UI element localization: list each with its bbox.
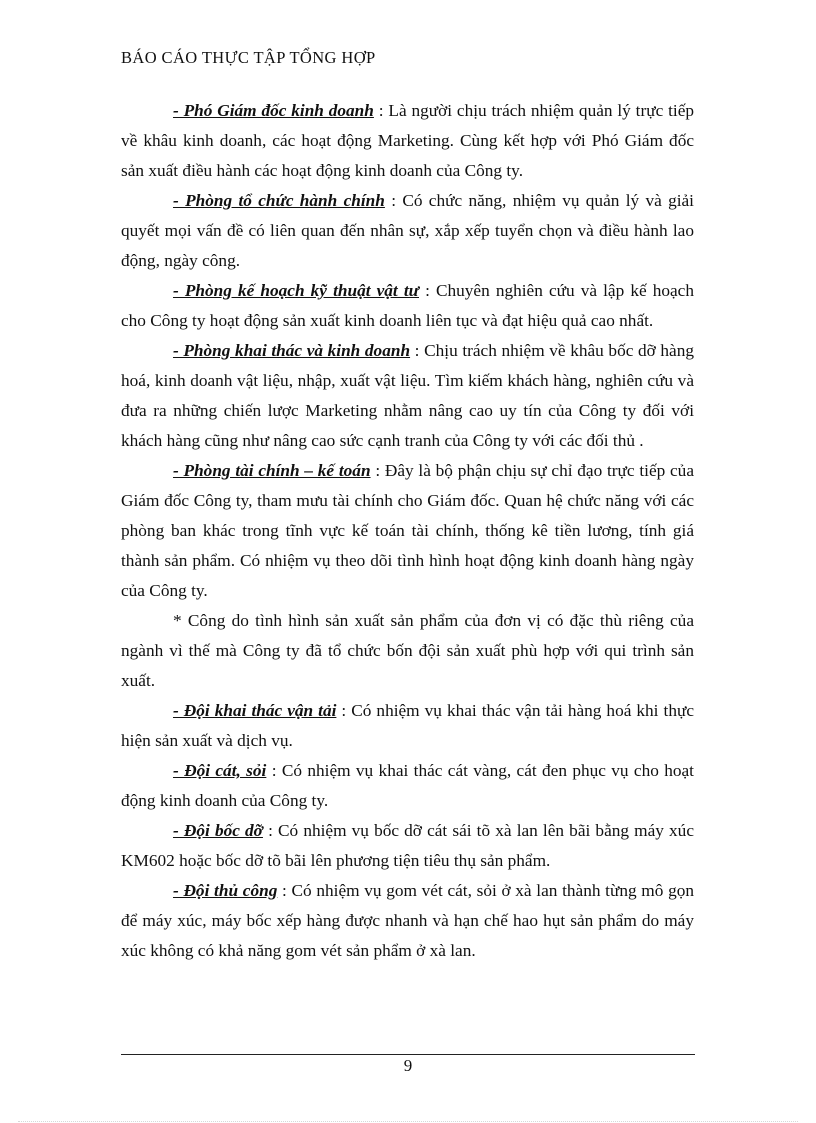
term-transport-team: - Đội khai thác vận tải bbox=[173, 701, 337, 720]
page-number: 9 bbox=[403, 1056, 413, 1075]
term-sand-gravel-team: - Đội cát, sỏi bbox=[173, 761, 267, 780]
paragraph-text: : Có chức năng, nhiệm vụ quản lý và giải quyết mọi vấn đề có liên quan đến nhân sự, xắp xếp tuyển chọn và điều hành lao động, ngày công. bbox=[121, 191, 694, 270]
term-operations-department: - Phòng khai thác và kinh doanh bbox=[173, 341, 411, 360]
paragraph-sand-gravel-team bbox=[121, 756, 694, 816]
paragraph-text: : Có nhiệm vụ khai thác vận tải hàng hoá khi thực hiện sản xuất và dịch vụ. bbox=[121, 701, 694, 750]
term-planning-department: - Phòng kế hoạch kỹ thuật vật tư bbox=[173, 281, 419, 300]
paragraph-planning-department bbox=[121, 276, 694, 336]
term-loading-team: - Đội bốc dỡ bbox=[173, 821, 263, 840]
paragraph-deputy-director-business bbox=[121, 96, 694, 186]
paragraph-finance-department bbox=[121, 456, 694, 606]
footer-divider bbox=[121, 1054, 695, 1055]
term-finance-department: - Phòng tài chính – kế toán bbox=[173, 461, 371, 480]
paragraph-text: : Có nhiệm vụ bốc dỡ cát sái tõ xà lan lên bãi bằng máy xúc KM602 hoặc bốc dỡ tõ bãi lên phương tiện tiêu thụ sản phẩm. bbox=[121, 821, 694, 870]
paragraph-text: : Có nhiệm vụ khai thác cát vàng, cát đen phục vụ cho hoạt động kinh doanh của Công ty. bbox=[121, 761, 694, 810]
paragraph-text: : Là người chịu trách nhiệm quản lý trực tiếp về khâu kinh doanh, các hoạt động Marketing. Cùng kết hợp với Phó Giám đốc sản xuất điều hành các hoạt động kinh doanh của Công ty. bbox=[121, 101, 695, 180]
paragraph-admin-department bbox=[121, 186, 694, 276]
paragraph-text: : Có nhiệm vụ gom vét cát, sỏi ở xà lan thành từng mô gọn để máy xúc, máy bốc xếp hàng được nhanh và hạn chế hao hụt sản phẩm do máy xúc không có khả năng gom vét sản phẩm ở xà lan. bbox=[121, 881, 694, 960]
paragraph-production-teams-intro bbox=[121, 606, 694, 696]
paragraph-transport-team bbox=[121, 696, 694, 756]
paragraph-text: * Công do tình hình sản xuất sản phẩm của đơn vị có đặc thù riêng của ngành vì thế mà Công ty đã tổ chức bốn đội sản xuất phù hợp với qui trình sản xuất. bbox=[121, 611, 694, 690]
page-header-title: BÁO CÁO THỰC TẬP TỔNG HỢP bbox=[121, 48, 376, 67]
page-edge bbox=[18, 1121, 798, 1122]
paragraph-loading-team bbox=[121, 816, 694, 876]
paragraph-manual-team bbox=[121, 876, 694, 966]
paragraph-operations-department bbox=[121, 336, 694, 456]
term-deputy-director-business: - Phó Giám đốc kinh doanh bbox=[173, 101, 374, 120]
paragraph-text: : Chuyên nghiên cứu và lập kế hoạch cho Công ty hoạt động sản xuất kinh doanh liên tục và đạt hiệu quả cao nhất. bbox=[121, 281, 694, 330]
document-body bbox=[121, 96, 694, 966]
paragraph-text: : Chịu trách nhiệm về khâu bốc dỡ hàng hoá, kinh doanh vật liệu, nhập, xuất vật liệu. Tìm kiếm khách hàng, nghiên cứu và đưa ra những chiến lược Marketing nhằm nâng cao uy tín của Công ty đối với khách hàng cũng như nâng cao sức cạnh tranh của Công ty với các đối thủ . bbox=[121, 341, 694, 450]
term-admin-department: - Phòng tổ chức hành chính bbox=[173, 191, 385, 210]
term-manual-team: - Đội thủ công bbox=[173, 881, 278, 900]
paragraph-text: : Đây là bộ phận chịu sự chỉ đạo trực tiếp của Giám đốc Công ty, tham mưu tài chính cho Giám đốc. Quan hệ chức năng với các phòng ban khác trong tĩnh vực kế toán tài chính, thống kê tiền lương, tính giá thành sản phẩm. Có nhiệm vụ theo dõi tình hình hoạt động kinh doanh hàng ngày của Công ty. bbox=[121, 461, 694, 600]
